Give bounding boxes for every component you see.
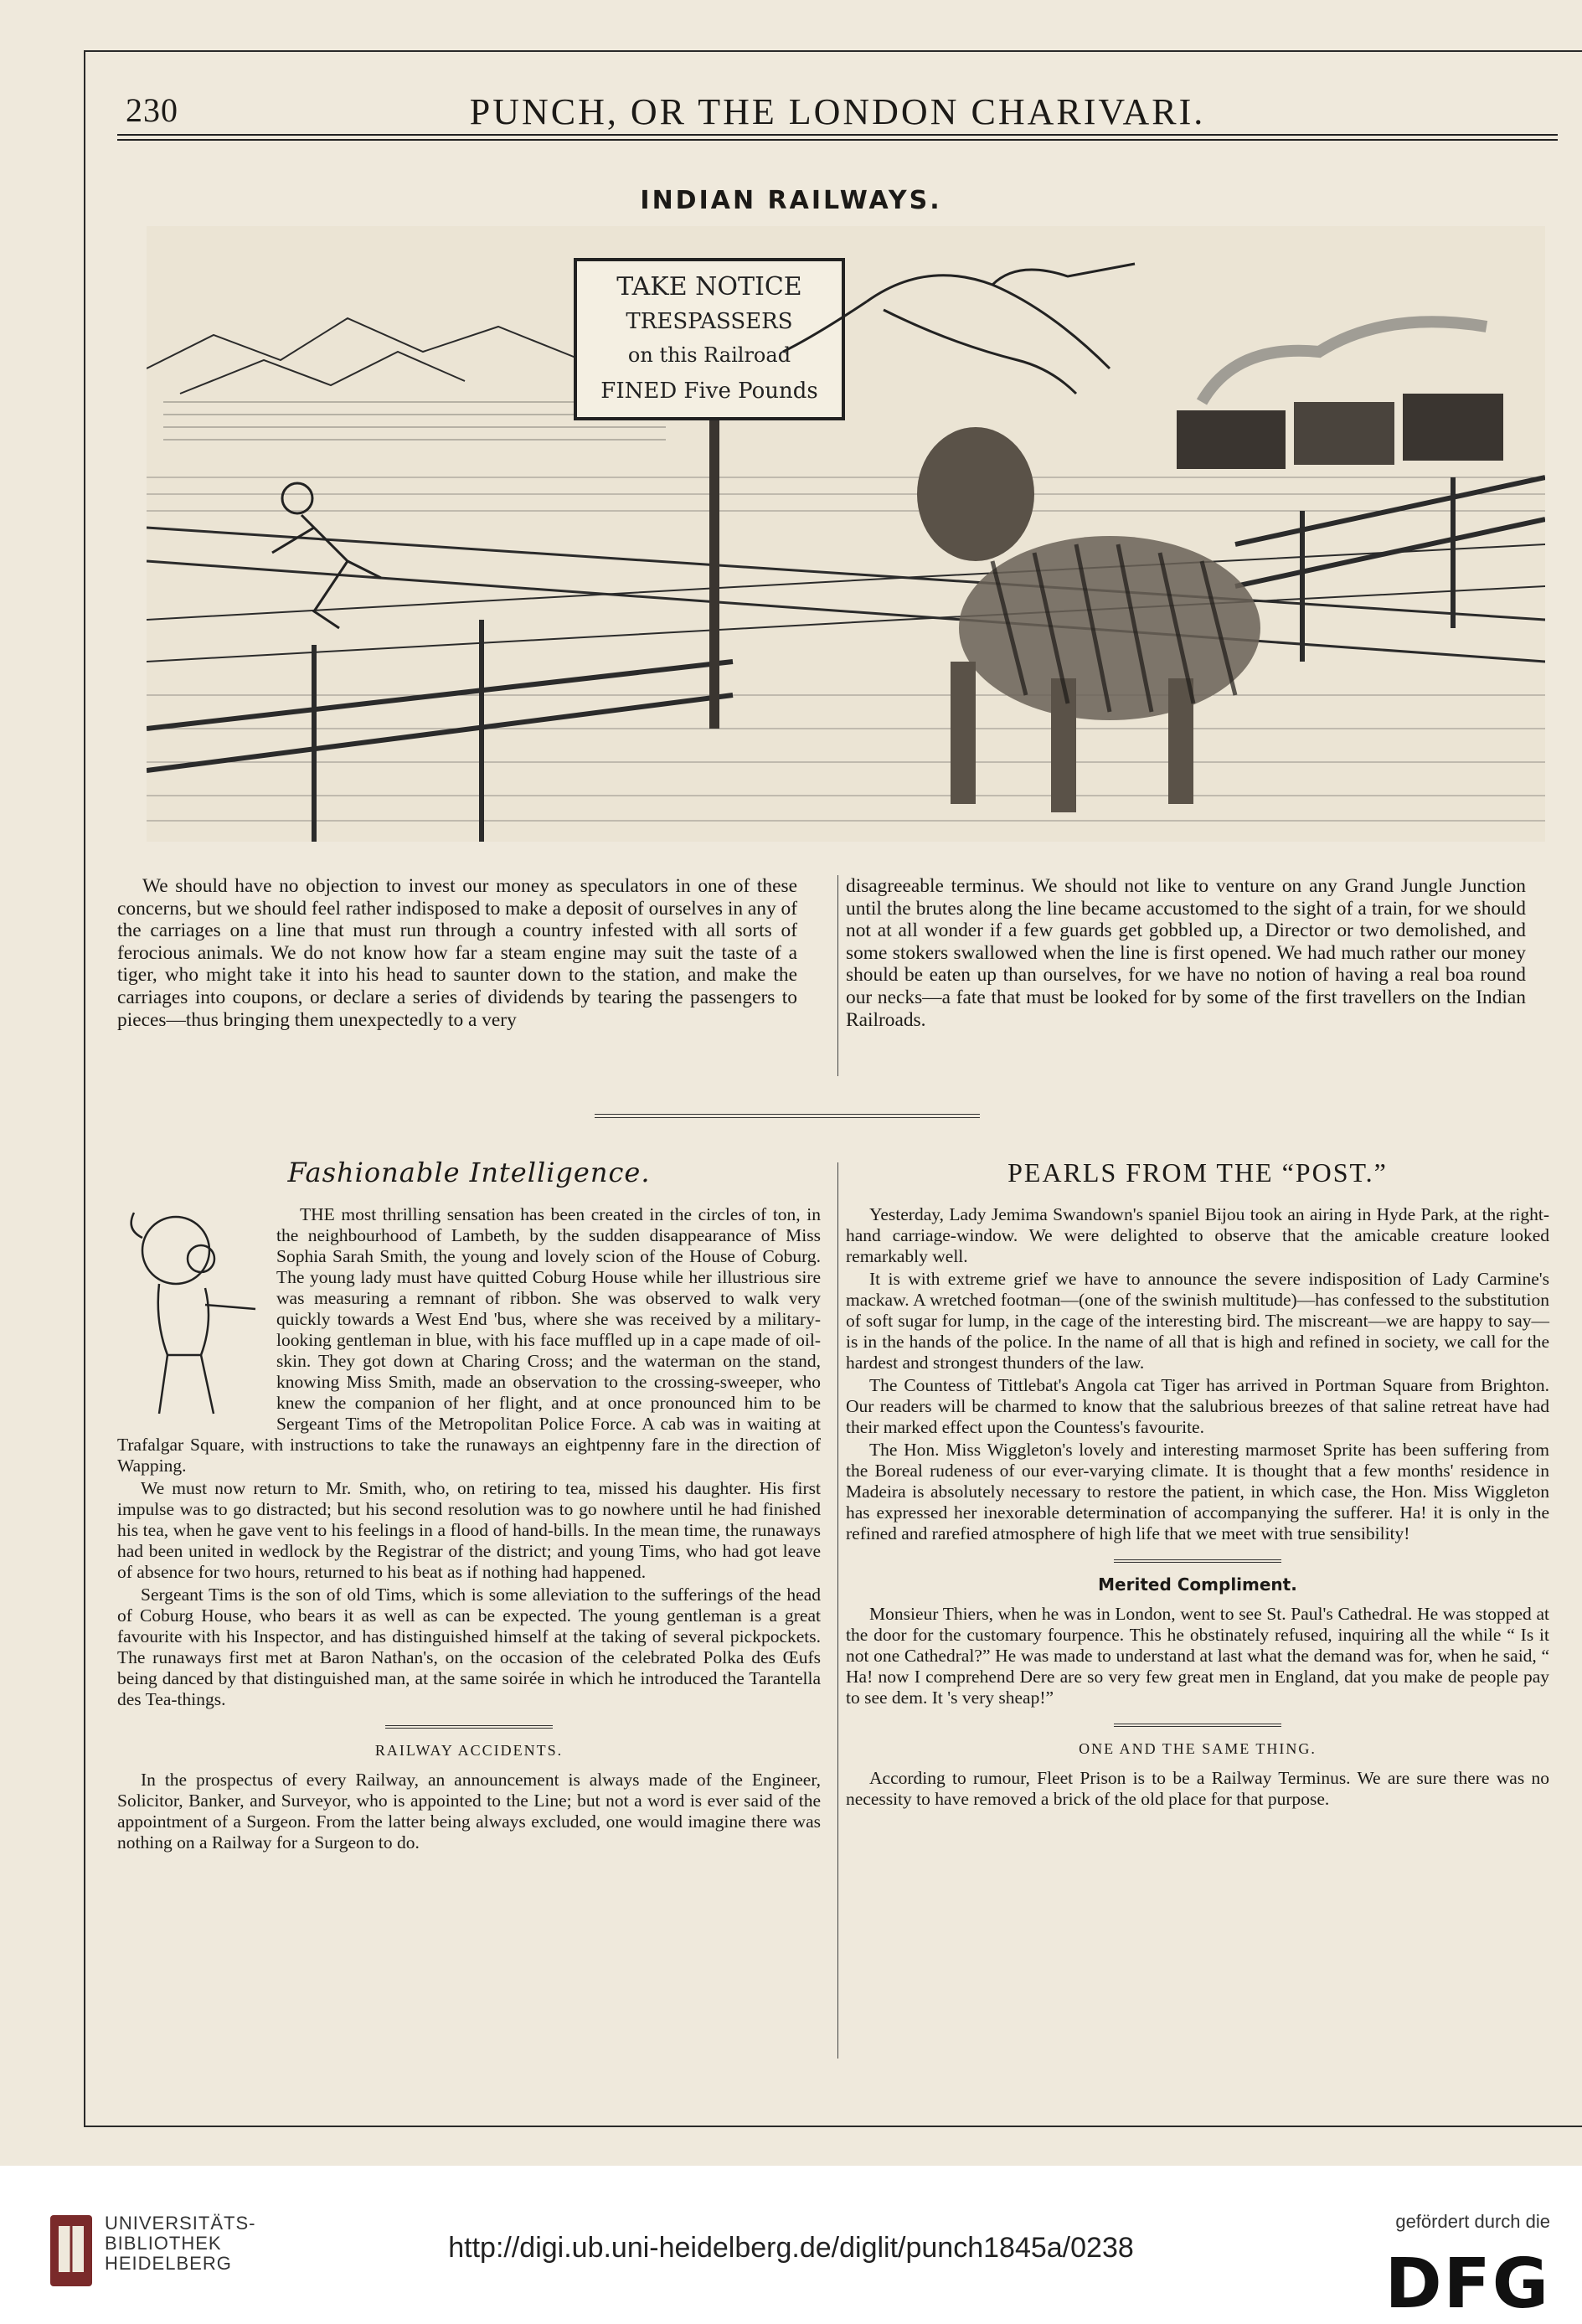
notice-sign: [575, 260, 843, 419]
column-divider: [837, 1162, 838, 2059]
caricature-sketch: [109, 1204, 268, 1430]
running-head: [117, 84, 1558, 134]
minor-rule: [1114, 1559, 1281, 1563]
library-line-1: UNIVERSITÄTS-: [105, 2213, 256, 2234]
railway-accidents-text: In the prospectus of every Railway, an announcement is always made of the Engineer, Solicitor, Banker, and Surveyor, who is appointed to the Line; but not a word is ever said of the appointment of a Surgeon. From the latter being always excluded, one would imagine there was nothing on a Railway for a Surgeon to do.: [117, 1770, 821, 1853]
sign-line-4: FINED Five Pounds: [600, 379, 818, 404]
pearls-paragraph-3: The Countess of Tittlebat's Angola cat Tiger has arrived in Portman Square from Brighton. Our readers will be charmed to know that the salubrious breezes of that saline retreat have had their marked effect upon the Countess's favourite.: [846, 1375, 1549, 1437]
sign-line-1: TAKE NOTICE: [616, 272, 802, 301]
library-line-2: BIBLIOTHEK: [105, 2233, 222, 2254]
same-thing-text: According to rumour, Fleet Prison is to be a Railway Terminus. We are sure there was no necessity to have removed a brick of the old place for that purpose.: [846, 1768, 1549, 1809]
merited-compliment-heading: Merited Compliment.: [1098, 1574, 1297, 1595]
caption-column-2: disagreeable terminus. We should not like to venture on any Grand Jungle Junction until the brutes along the line became accustomed to the sight of a train, for we should not at all wonder if a few guards get gobbled up, a Director or two demolished, and some stokers swallowed when the line is first opened. We had much rather our money should be eaten up than ourselves, for we have no notion of having a real boa round our necks—a fate that must be looked for by some of the first travellers on the Indian Railroads.: [846, 875, 1526, 1031]
fashion-paragraph-3: Sergeant Tims is the son of old Tims, which is some alleviation to the sufferings of the head of Coburg House, who bears it as well as can be expected. The young gentleman is a great favourite with his Inspector, and has distinguished himself at the taking of several pickpockets. The runaways first met at Baron Nathan's, on the occasion of the celebrated Polka des Œufs being danced by that distinguished man, at the same soirée in which he introduced the Tarantella des Tea-things.: [117, 1585, 821, 1709]
page-border-top: [84, 50, 1582, 52]
journal-title: PUNCH, OR THE LONDON CHARIVARI.: [469, 91, 1206, 132]
pearls-paragraph-1: Yesterday, Lady Jemima Swandown's spaniel Bijou took an airing in Hyde Park, at the right-hand carriage-window. We were delighted to observe that the amicable creature looked remarkably well.: [846, 1204, 1549, 1266]
pearls-heading: PEARLS FROM THE “POST.”: [1007, 1157, 1388, 1188]
left-column: [117, 1157, 821, 1855]
minor-rule: [1114, 1724, 1281, 1727]
cartoon-title: INDIAN RAILWAYS.: [640, 186, 942, 215]
dfg-logo: DFG: [1384, 2244, 1550, 2324]
pearls-paragraph-2: It is with extreme grief we have to announce the severe indisposition of Lady Carmine's mackaw. A wretched footman—(one of the swinish multitude)—has confessed to the substitution of soft sugar for lump, in the cage of the interesting bird. The miscreant—we are happy to say—is in the hands of the police. In the name of all that is high and refined in society, we call for the hardest and strongest thunders of the law.: [846, 1269, 1549, 1373]
same-thing-heading: ONE AND THE SAME THING.: [1079, 1740, 1317, 1757]
permalink[interactable]: http://digi.ub.uni-heidelberg.de/diglit/punch1845a/0238: [448, 2232, 1134, 2264]
caption-column-1: We should have no objection to invest our money as speculators in one of these concerns, but we should feel rather indisposed to make a deposit of ourselves in any of the carriages on a line that must run through a country infested with all sorts of ferocious animals. We do not know how far a steam engine may suit the taste of a tiger, who might take it into his head to saunter down to the station, and make the carriages into coupons, or declare a series of dividends by tearing the passengers to pieces—thus bringing them unexpectedly to a very: [117, 875, 797, 1031]
caption-column-divider: [837, 875, 838, 1076]
pearls-paragraph-4: The Hon. Miss Wiggleton's lovely and interesting marmoset Sprite has been suffering from the Boreal rudeness of our ever-varying climate. It is thought that a few months' residence in Madeira is absolutely necessary to restore the patient, in which case, the Hon. Miss Wiggleton has expressed her inexorable determination of accompanying the sufferer. Ha! it is only in the refined and rarefied atmosphere of high life that we meet with true sensibility!: [846, 1440, 1549, 1543]
header-rule: [117, 134, 1558, 141]
cartoon-illustration: [147, 226, 1545, 842]
merited-compliment-text: Monsieur Thiers, when he was in London, went to see St. Paul's Cathedral. He was stopped at the door for the customary fourpence. This he obstinately refused, inquiring all the while “ Is it not one Cathedral?” He was made to understand at last what the demand was for, when he said, “ Ha! now I comprehend Dere are so very few great men in England, dat you make de people pay to see dem. It 's very sheap!”: [846, 1604, 1549, 1708]
funded-by-label: gefördert durch die: [1395, 2211, 1550, 2232]
fashionable-intelligence-heading: Fashionable Intelligence.: [287, 1157, 651, 1188]
right-column: [846, 1157, 1549, 1811]
page-border-left: [84, 50, 85, 2127]
sign-line-3: on this Railroad: [627, 343, 791, 367]
page-border-bottom: [84, 2126, 1582, 2127]
minor-rule: [385, 1725, 553, 1729]
section-rule: [595, 1114, 980, 1118]
fashion-paragraph-1: THE most thrilling sensation has been created in the circles of ton, in the neighbourhood of Lambeth, by the sudden disappearance of Miss Sophia Sarah Smith, the young and lovely scion of the House of Coburg. The young lady must have quitted Coburg House while her illustrious sire was measuring a remnant of ribbon. She was observed to walk very quickly towards a West End 'bus, where she was received by a military-looking gentleman in blue, with his face muffled up in a cape made of oil-skin. They got down at Charing Cross; and the waterman on the stand, knowing Miss Smith, made an observation to the crossing-sweeper, who knew the companion of her flight, and at once pronounced him to be Sergeant Tims of the Metropolitan Police Force. A cab was in waiting at Trafalgar Square, with instructions to take the runaways an eightpenny fare in the direction of Wapping.: [117, 1204, 821, 1476]
railway-accidents-heading: RAILWAY ACCIDENTS.: [374, 1742, 564, 1759]
library-line-3: HEIDELBERG: [105, 2253, 232, 2274]
sign-line-2: TRESPASSERS: [626, 309, 793, 334]
fashion-paragraph-2: We must now return to Mr. Smith, who, on retiring to tea, missed his daughter. His first impulse was to go distracted; but his second resolution was to go nowhere until he had finished his tea, when he gave vent to his feelings in a flood of hand-bills. In the mean time, the runaways had been united in wedlock by the Registrar of the district; and young Tims, who had got leave of absence for two hours, returned to his beat as if nothing had happened.: [117, 1478, 821, 1582]
page-number: 230: [126, 91, 178, 129]
